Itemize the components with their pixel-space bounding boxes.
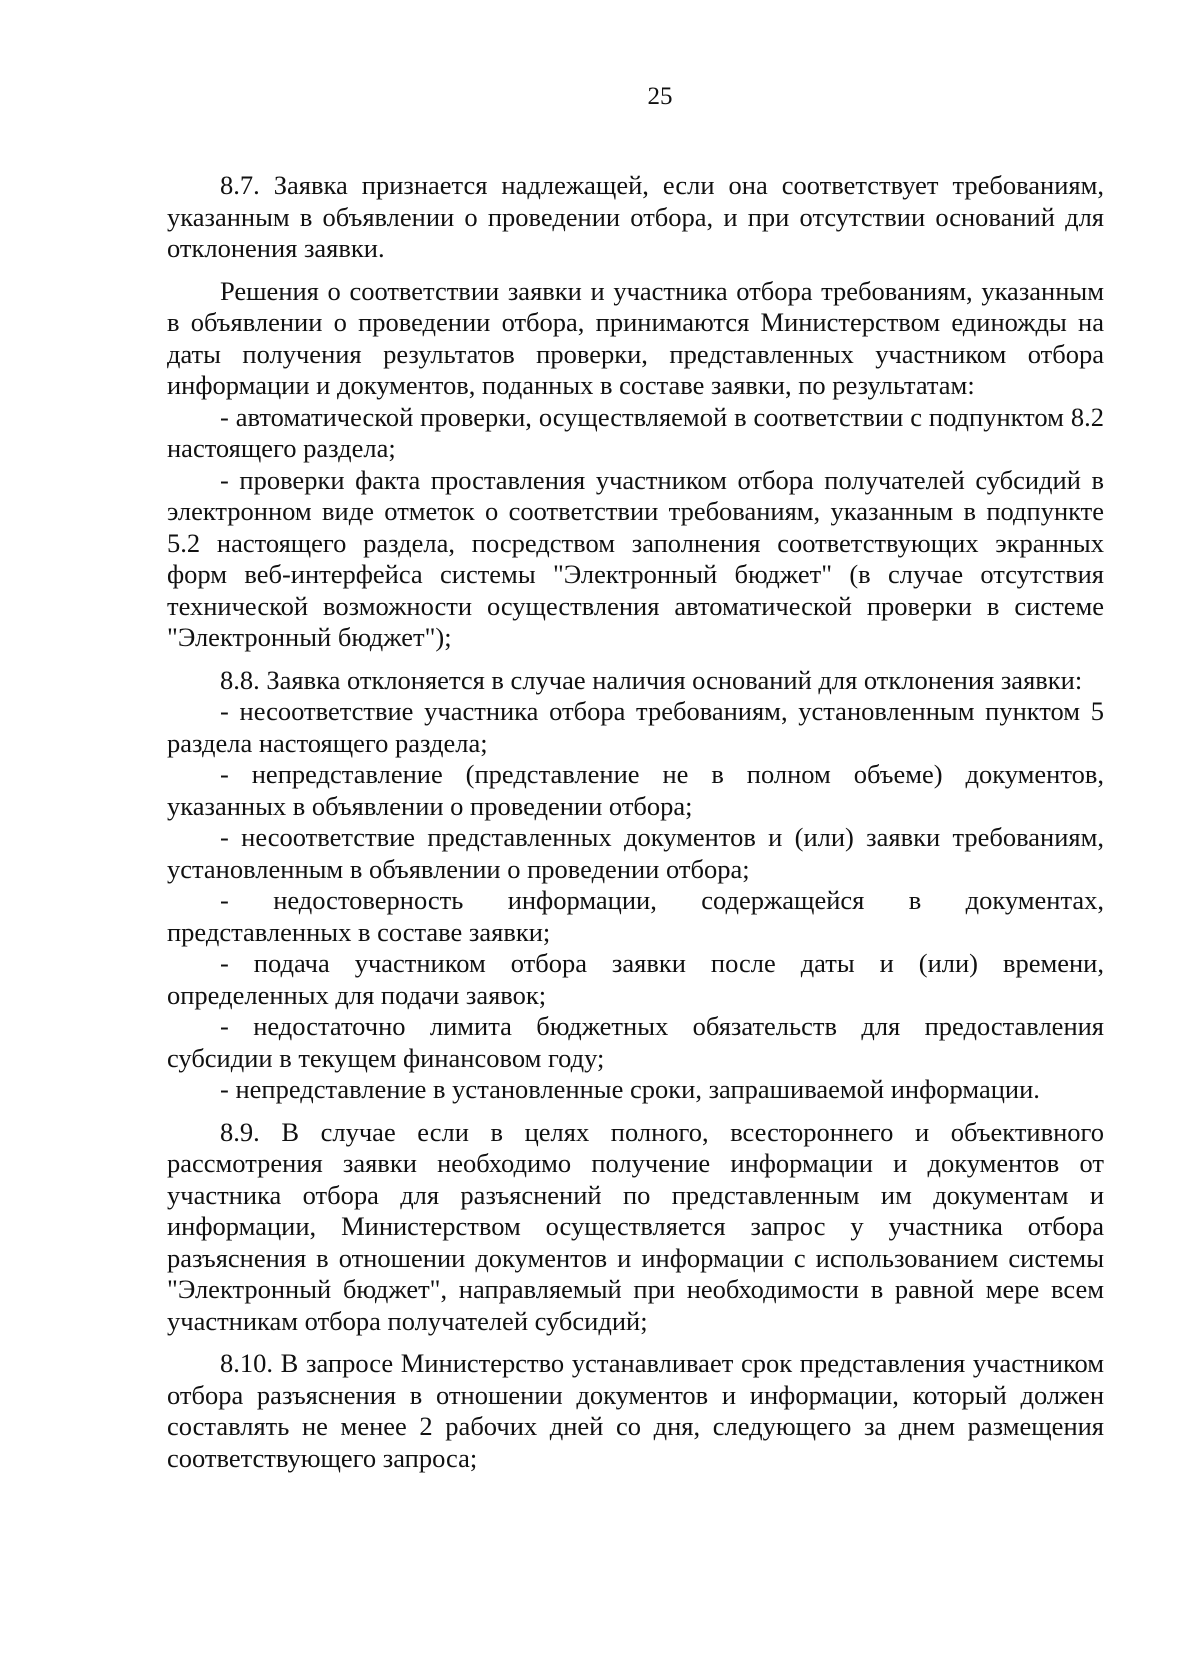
- paragraph: - несоответствие представленных документов и (или) заявки требованиям, установленным в объявлении о проведении отбора;: [167, 822, 1104, 884]
- document-body: [167, 170, 1104, 1474]
- paragraph: - автоматической проверки, осуществляемой в соответствии с подпунктом 8.2 настоящего раздела;: [167, 401, 1104, 463]
- paragraph: 8.7. Заявка признается надлежащей, если она соответствует требованиям, указанным в объявлении о проведении отбора, и при отсутствии оснований для отклонения заявки.: [167, 170, 1104, 263]
- paragraph: - проверки факта проставления участником отбора получателей субсидий в электронном виде отметок о соответствии требованиям, указанным в подпункте 5.2 настоящего раздела, посредством заполнения соответствующих экранных форм веб-интерфейса системы "Электронный бюджет" (в случае отсутствия технической возможности осуществления автоматической проверки в системе "Электронный бюджет");: [167, 464, 1104, 652]
- paragraph: Решения о соответствии заявки и участника отбора требованиям, указанным в объявлении о проведении отбора, принимаются Министерством единожды на даты получения результатов проверки, представленных участником отбора информации и документов, поданных в составе заявки, по результатам:: [167, 275, 1104, 400]
- paragraph: 8.10. В запросе Министерство устанавливает срок представления участником отбора разъяснения в отношении документов и информации, который должен составлять не менее 2 рабочих дней со дня, следующего за днем размещения соответствующего запроса;: [167, 1348, 1104, 1473]
- paragraph: 8.8. Заявка отклоняется в случае наличия оснований для отклонения заявки:: [220, 664, 1083, 695]
- paragraph: - недостаточно лимита бюджетных обязательств для предоставления субсидии в текущем финансовом году;: [167, 1011, 1104, 1073]
- paragraph: - непредставление в установленные сроки, запрашиваемой информации.: [220, 1074, 1040, 1104]
- paragraph: - непредставление (представление не в полном объеме) документов, указанных в объявлении о проведении отбора;: [167, 759, 1104, 821]
- paragraph: - несоответствие участника отбора требованиям, установленным пунктом 5 раздела настоящего раздела;: [167, 696, 1104, 758]
- paragraph: 8.9. В случае если в целях полного, всестороннего и объективного рассмотрения заявки необходимо получение информации и документов от участника отбора для разъяснений по представленным им документам и информации, Министерством осуществляется запрос у участника отбора разъяснения в отношении документов и информации с использованием системы "Электронный бюджет", направляемый при необходимости в равной мере всем участникам отбора получателей субсидий;: [167, 1116, 1104, 1336]
- page-number: 25: [647, 83, 673, 110]
- paragraph: - подача участником отбора заявки после даты и (или) времени, определенных для подачи заявок;: [167, 948, 1104, 1010]
- paragraph: - недостоверность информации, содержащейся в документах, представленных в составе заявки;: [167, 885, 1104, 947]
